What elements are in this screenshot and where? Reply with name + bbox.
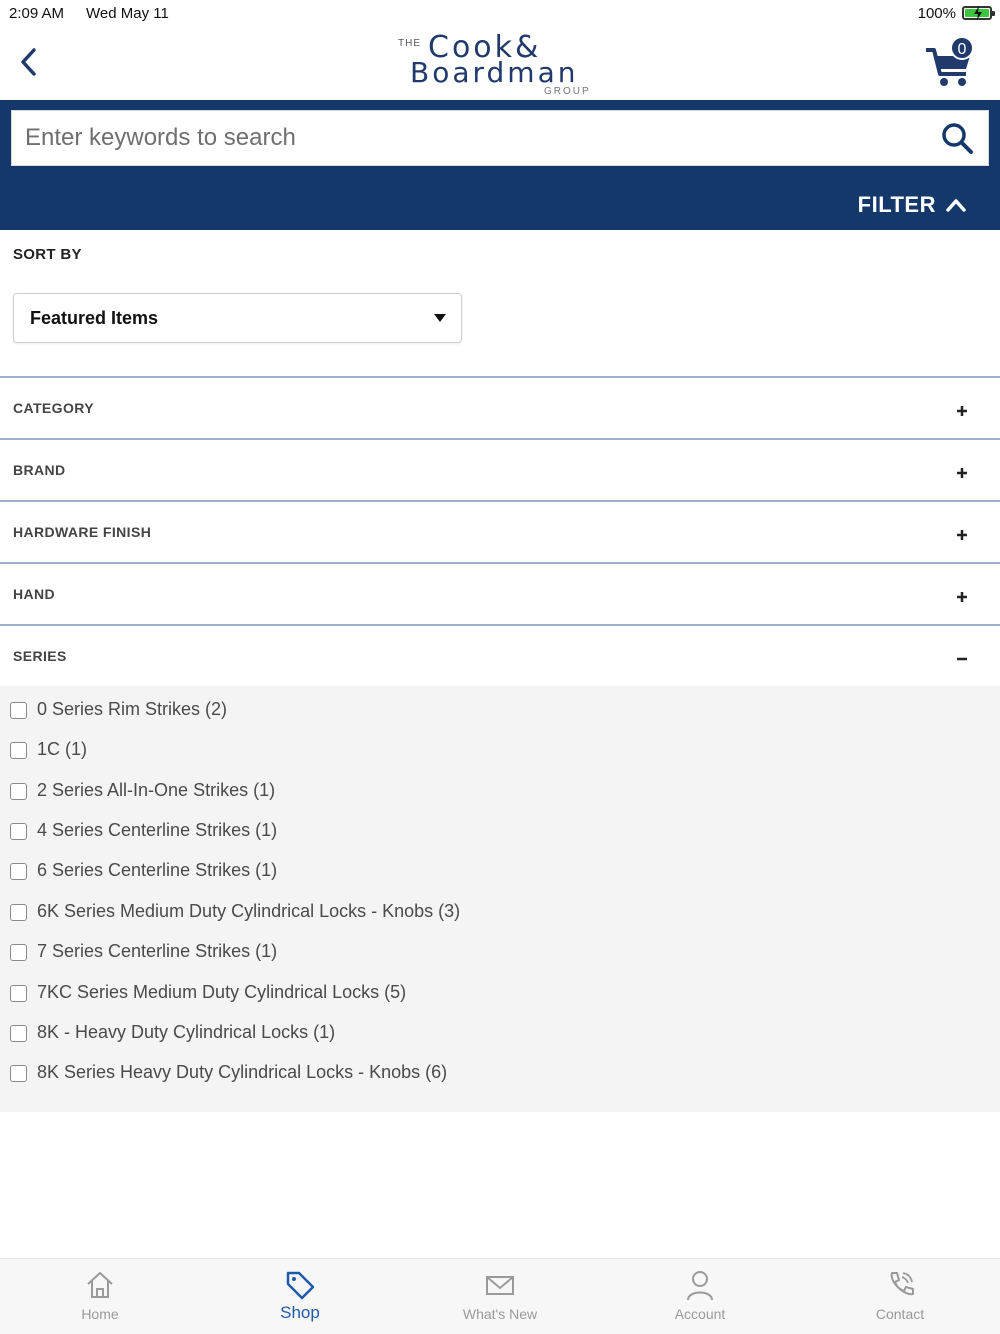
series-option[interactable]	[0, 819, 1000, 855]
tab-whats-new[interactable]	[400, 1259, 600, 1334]
series-option-label: 8K - Heavy Duty Cylindrical Locks (1)	[37, 1022, 336, 1042]
user-icon	[684, 1269, 716, 1301]
checkbox[interactable]	[10, 742, 27, 759]
checkbox[interactable]	[10, 823, 27, 840]
series-option-label: 7KC Series Medium Duty Cylindrical Locks (5)	[37, 982, 407, 1002]
home-icon	[84, 1269, 116, 1301]
series-option[interactable]	[0, 859, 1000, 895]
facet-series[interactable]	[0, 624, 1000, 686]
series-option-label: 7 Series Centerline Strikes (1)	[37, 941, 278, 961]
series-option[interactable]	[0, 981, 1000, 1017]
series-option[interactable]	[0, 940, 1000, 976]
phone-icon	[884, 1269, 916, 1301]
tab-label: Home	[81, 1306, 119, 1322]
tag-icon	[284, 1269, 316, 1301]
battery-percentage: 100%	[917, 5, 956, 22]
facet-label: HAND	[13, 586, 56, 602]
checkbox[interactable]	[10, 985, 27, 1002]
search-icon[interactable]	[940, 121, 974, 155]
plus-icon	[956, 467, 968, 479]
plus-icon	[956, 591, 968, 603]
cart-button[interactable]	[922, 36, 978, 88]
checkbox[interactable]	[10, 1065, 27, 1082]
series-option[interactable]	[0, 1021, 1000, 1057]
search-box	[11, 110, 989, 166]
sort-section	[0, 230, 1000, 376]
series-option[interactable]	[0, 1061, 1000, 1097]
chevron-up-icon	[946, 198, 966, 212]
series-option-label: 6K Series Medium Duty Cylindrical Locks - Knobs (3)	[37, 901, 461, 921]
series-option-label: 1C (1)	[37, 739, 88, 759]
series-option-label: 2 Series All-In-One Strikes (1)	[37, 780, 276, 800]
tab-shop[interactable]	[200, 1259, 400, 1334]
tab-home[interactable]	[0, 1259, 200, 1334]
minus-icon	[956, 653, 968, 665]
facet-category[interactable]	[0, 376, 1000, 438]
caret-down-icon	[434, 314, 446, 322]
tab-label: Contact	[875, 1306, 925, 1322]
series-option-label: 4 Series Centerline Strikes (1)	[37, 820, 278, 840]
cart-count-badge: 0	[950, 36, 974, 60]
sort-selected-value: Featured Items	[30, 308, 159, 328]
facet-label: BRAND	[13, 462, 66, 478]
status-date: Wed May 11	[86, 5, 169, 22]
series-option-label: 0 Series Rim Strikes (2)	[37, 699, 228, 719]
checkbox[interactable]	[10, 944, 27, 961]
series-filter-list	[0, 686, 1000, 1112]
tab-label: What's New	[462, 1306, 538, 1322]
tab-contact[interactable]	[800, 1259, 1000, 1334]
chevron-left-icon	[14, 44, 46, 80]
series-option-label: 8K Series Heavy Duty Cylindrical Locks - Knobs (6)	[37, 1062, 448, 1082]
facet-label: HARDWARE FINISH	[13, 524, 152, 540]
back-button[interactable]	[14, 44, 46, 80]
facet-brand[interactable]	[0, 438, 1000, 500]
checkbox[interactable]	[10, 863, 27, 880]
tab-label: Shop	[280, 1303, 320, 1322]
search-filter-bar	[0, 100, 1000, 230]
tab-label: Account	[674, 1306, 726, 1322]
plus-icon	[956, 405, 968, 417]
filter-toggle-button[interactable]	[858, 190, 966, 220]
series-option[interactable]	[0, 779, 1000, 815]
bottom-tab-bar	[0, 1258, 1000, 1334]
status-bar	[0, 0, 1000, 28]
plus-icon	[956, 529, 968, 541]
series-option-label: 6 Series Centerline Strikes (1)	[37, 860, 278, 880]
series-option[interactable]	[0, 900, 1000, 936]
sort-by-label: SORT BY	[13, 246, 82, 263]
checkbox[interactable]	[10, 702, 27, 719]
battery-icon	[962, 6, 992, 20]
facet-hand[interactable]	[0, 562, 1000, 624]
app-header	[0, 28, 1000, 100]
tab-account[interactable]	[600, 1259, 800, 1334]
facet-label: CATEGORY	[13, 400, 94, 416]
facet-label: SERIES	[13, 648, 67, 664]
series-option[interactable]	[0, 698, 1000, 734]
checkbox[interactable]	[10, 1025, 27, 1042]
checkbox[interactable]	[10, 783, 27, 800]
search-input[interactable]	[12, 111, 922, 165]
series-option[interactable]	[0, 738, 1000, 774]
cook-boardman-logo[interactable]: THE Cook& Boardman GROUP	[398, 30, 591, 97]
sort-select[interactable]	[13, 293, 462, 343]
status-time: 2:09 AM	[9, 5, 65, 22]
envelope-icon	[484, 1269, 516, 1301]
filter-label: FILTER	[857, 192, 936, 217]
checkbox[interactable]	[10, 904, 27, 921]
facet-hardware-finish[interactable]	[0, 500, 1000, 562]
